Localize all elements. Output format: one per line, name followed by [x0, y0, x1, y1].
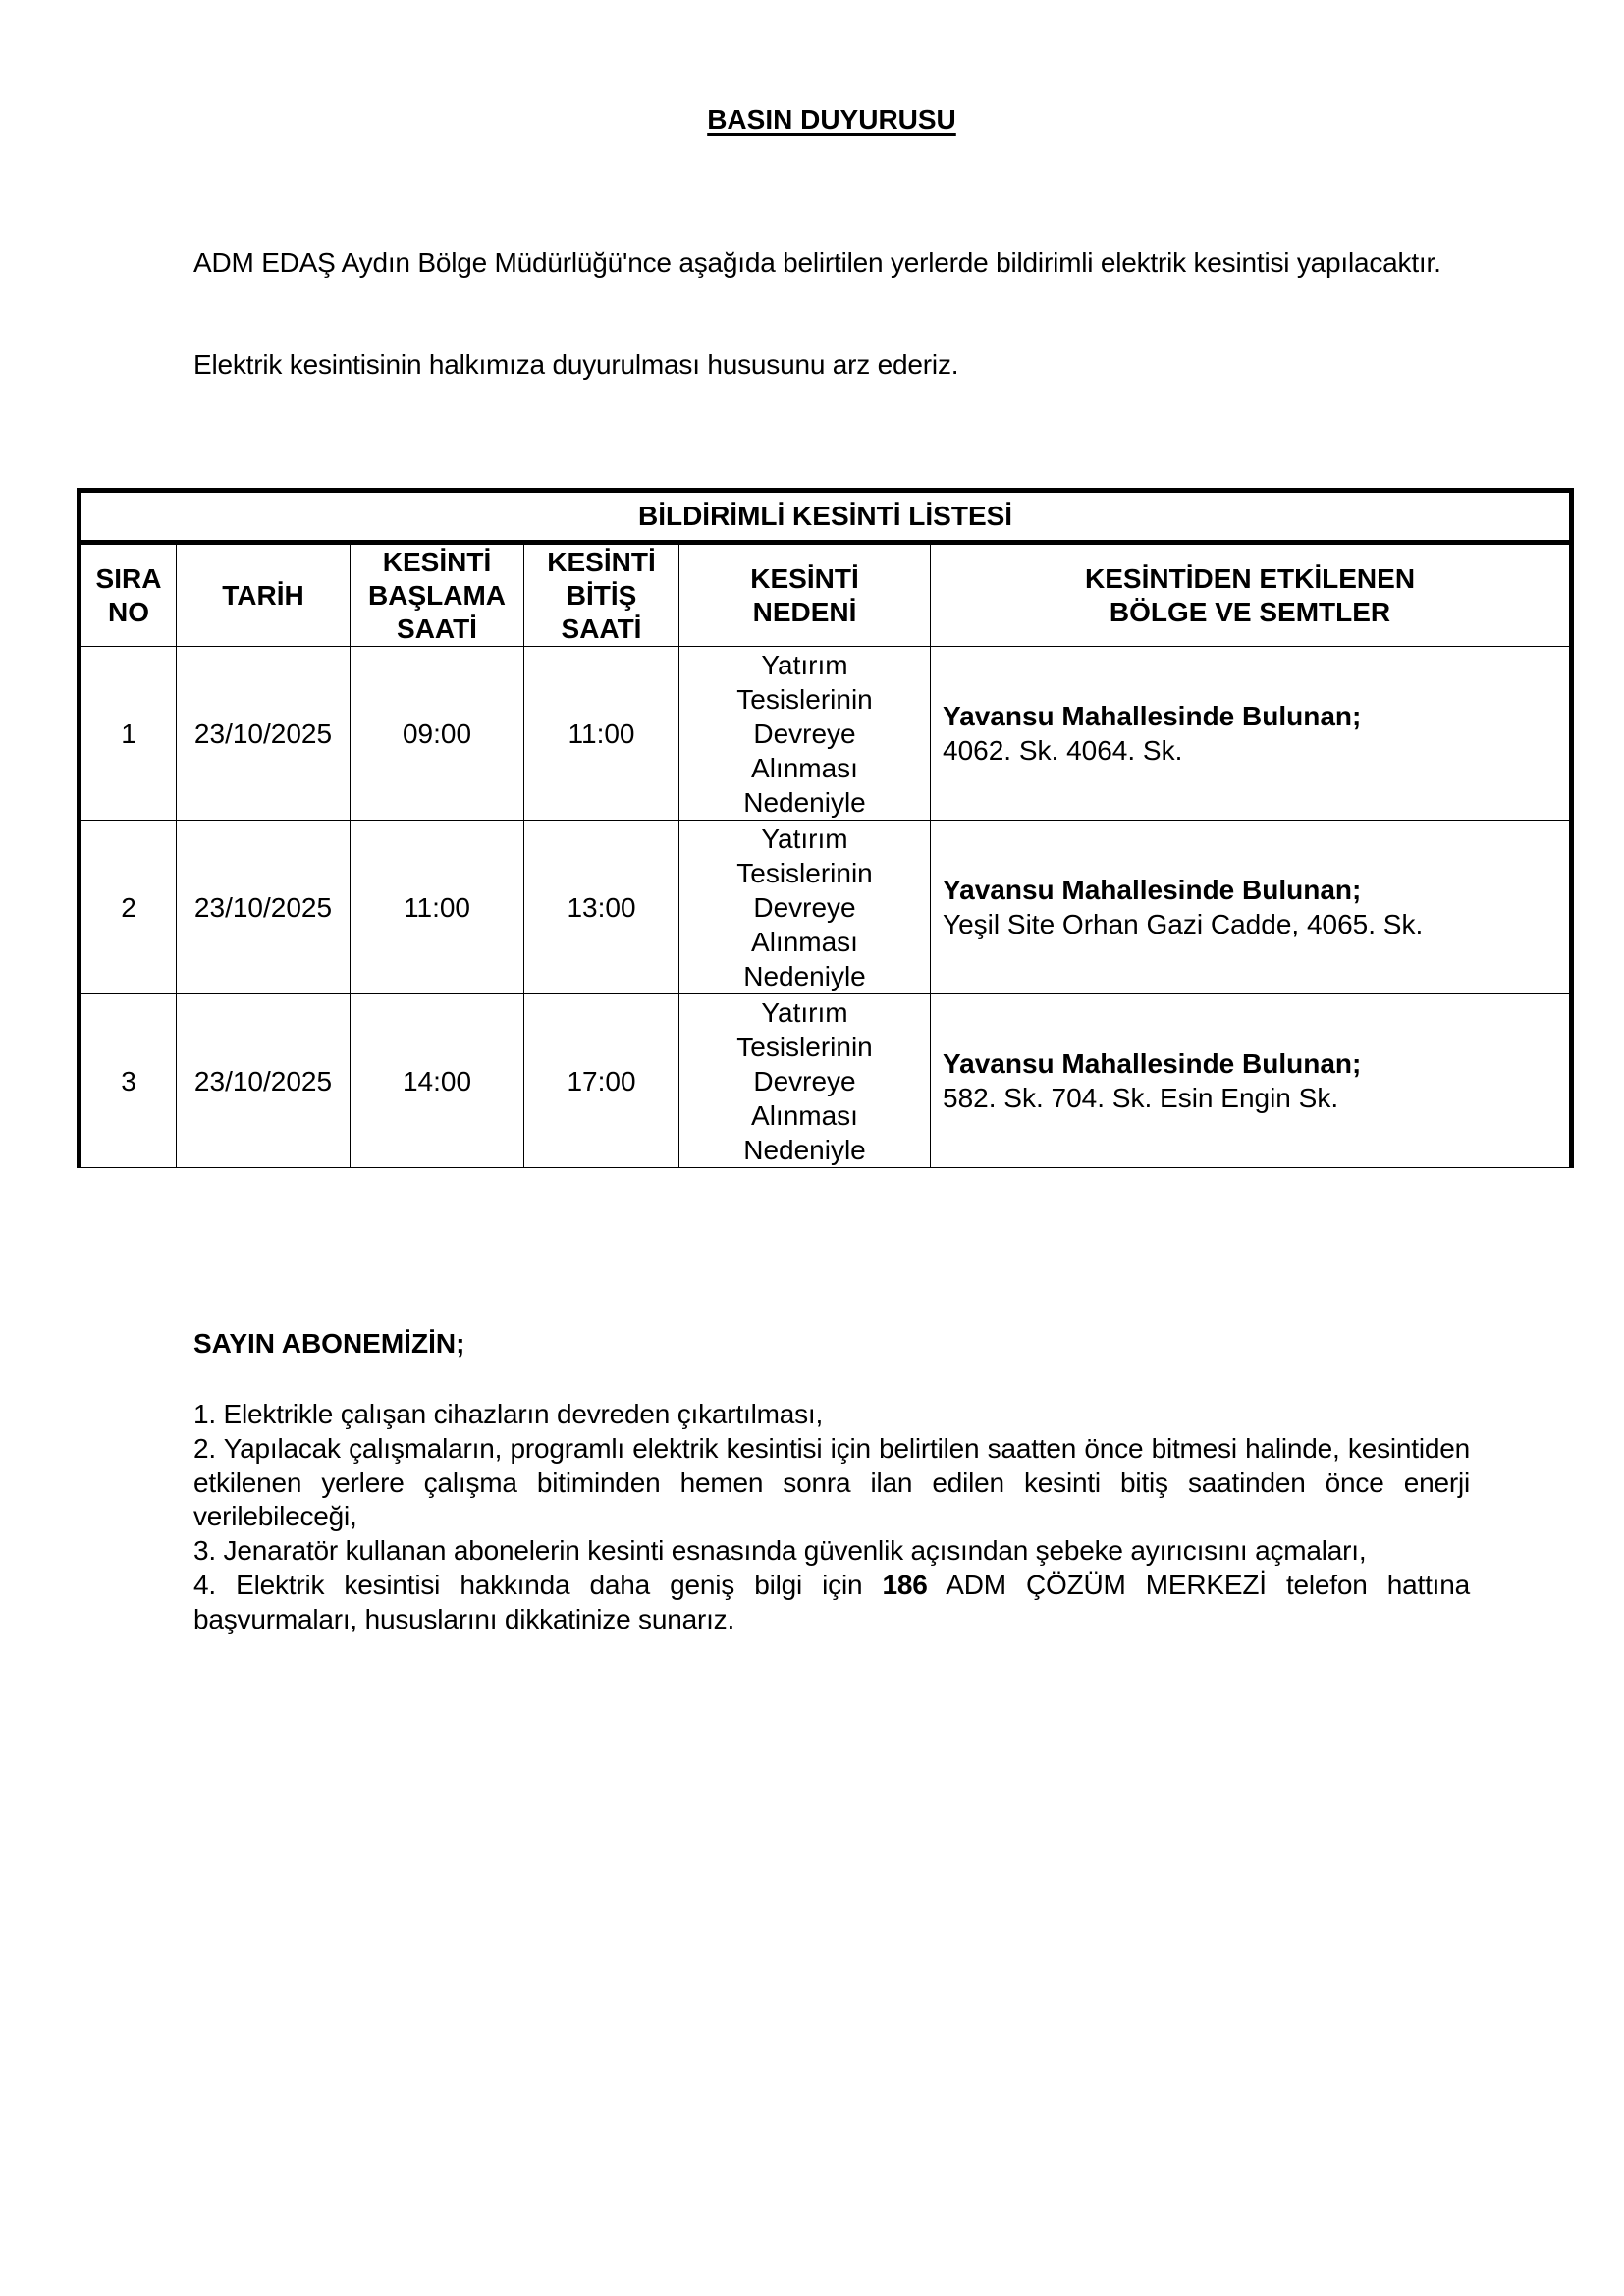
reason-line: Nedeniyle	[743, 786, 866, 818]
header-line: BİTİŞ	[566, 579, 637, 611]
cell-affected-region	[931, 647, 1572, 821]
header-sira-no	[80, 543, 177, 647]
notice-item-4-text-end: ADM ÇÖZÜM MERKEZİ telefon hattına başvurmaları, hususlarını dikkatinize sunarız.	[193, 1569, 1470, 1634]
reason-line: Alınması	[751, 926, 858, 957]
header-line: KESİNTİDEN ETKİLENEN	[1085, 562, 1416, 594]
cell-end-time: 17:00	[524, 994, 679, 1168]
reason-line: Alınması	[751, 1099, 858, 1131]
notice-heading: SAYIN ABONEMİZİN;	[193, 1328, 465, 1359]
reason-line: Yatırım	[761, 823, 848, 854]
outage-table	[77, 488, 1574, 1168]
cell-start-time: 11:00	[351, 821, 524, 994]
reason-line: Yatırım	[761, 649, 848, 680]
header-start-time	[351, 543, 524, 647]
header-affected-region	[931, 543, 1572, 647]
cell-affected-region	[931, 994, 1572, 1168]
region-streets: 4062. Sk. 4064. Sk.	[943, 735, 1183, 766]
header-line: BAŞLAMA	[368, 579, 506, 611]
reason-line: Devreye	[753, 718, 856, 749]
header-line: TARİH	[222, 579, 304, 611]
reason-line: Nedeniyle	[743, 960, 866, 991]
header-tarih	[177, 543, 351, 647]
cell-reason	[679, 994, 931, 1168]
reason-line: Tesislerinin	[736, 1031, 873, 1062]
region-title: Yavansu Mahallesinde Bulunan;	[943, 701, 1362, 731]
cell-date: 23/10/2025	[177, 647, 351, 821]
cell-end-time: 13:00	[524, 821, 679, 994]
reason-line: Nedeniyle	[743, 1134, 866, 1165]
reason-line: Devreye	[753, 891, 856, 923]
notice-item-2: 2. Yapılacak çalışmaların, programlı elektrik kesintisi için belirtilen saatten önce bitmesi halinde, kesintiden etkilenen yerlere çalışma bitiminden hemen sonra ilan edilen kesinti bitiş saatinden önce enerji verilebileceği,	[193, 1432, 1470, 1532]
notice-item-3: 3. Jenaratör kullanan abonelerin kesinti esnasında güvenlik açısından şebeke ayırıcısını açmaları,	[193, 1535, 1367, 1567]
reason-line: Devreye	[753, 1065, 856, 1096]
header-end-time	[524, 543, 679, 647]
table-row	[80, 821, 1572, 994]
header-reason	[679, 543, 931, 647]
region-title: Yavansu Mahallesinde Bulunan;	[943, 1048, 1362, 1079]
header-line: SAATİ	[561, 613, 642, 644]
region-title: Yavansu Mahallesinde Bulunan;	[943, 875, 1362, 905]
region-streets: 582. Sk. 704. Sk. Esin Engin Sk.	[943, 1083, 1339, 1113]
cell-affected-region	[931, 821, 1572, 994]
cell-date: 23/10/2025	[177, 994, 351, 1168]
header-line: SAATİ	[397, 613, 477, 644]
table-row	[80, 994, 1572, 1168]
cell-reason	[679, 821, 931, 994]
cell-reason	[679, 647, 931, 821]
intro-paragraph: ADM EDAŞ Aydın Bölge Müdürlüğü'nce aşağıda belirtilen yerlerde bildirimli elektrik kesintisi yapılacaktır.	[193, 247, 1441, 278]
header-line: SIRA	[95, 562, 162, 594]
notice-item-4	[193, 1569, 1470, 1637]
region-streets: Yeşil Site Orhan Gazi Cadde, 4065. Sk.	[943, 909, 1424, 939]
cell-no: 3	[80, 994, 177, 1168]
cell-end-time: 11:00	[524, 647, 679, 821]
cell-start-time: 14:00	[351, 994, 524, 1168]
request-paragraph: Elektrik kesintisinin halkımıza duyurulması hususunu arz ederiz.	[193, 349, 959, 380]
table-caption: BİLDİRİMLİ KESİNTİ LİSTESİ	[80, 491, 1572, 543]
reason-line: Tesislerinin	[736, 683, 873, 715]
document-title: BASIN DUYURUSU	[707, 104, 956, 134]
cell-no: 2	[80, 821, 177, 994]
reason-line: Alınması	[751, 752, 858, 783]
cell-no: 1	[80, 647, 177, 821]
reason-line: Yatırım	[761, 996, 848, 1028]
header-line: KESİNTİ	[750, 562, 859, 594]
notice-list	[193, 1398, 1470, 1637]
support-phone-number: 186	[882, 1569, 928, 1600]
notice-item-1: 1. Elektrikle çalışan cihazların devreden çıkartılması,	[193, 1399, 824, 1429]
header-line: BÖLGE VE SEMTLER	[1109, 596, 1391, 627]
header-line: NEDENİ	[752, 596, 857, 627]
reason-line: Tesislerinin	[736, 857, 873, 888]
cell-start-time: 09:00	[351, 647, 524, 821]
header-line: KESİNTİ	[547, 546, 656, 577]
header-line: KESİNTİ	[382, 546, 492, 577]
table-header-row	[80, 543, 1572, 647]
table-row	[80, 647, 1572, 821]
cell-date: 23/10/2025	[177, 821, 351, 994]
header-line: NO	[108, 596, 149, 627]
notice-item-4-text: 4. Elektrik kesintisi hakkında daha geniş bilgi için	[193, 1569, 883, 1600]
